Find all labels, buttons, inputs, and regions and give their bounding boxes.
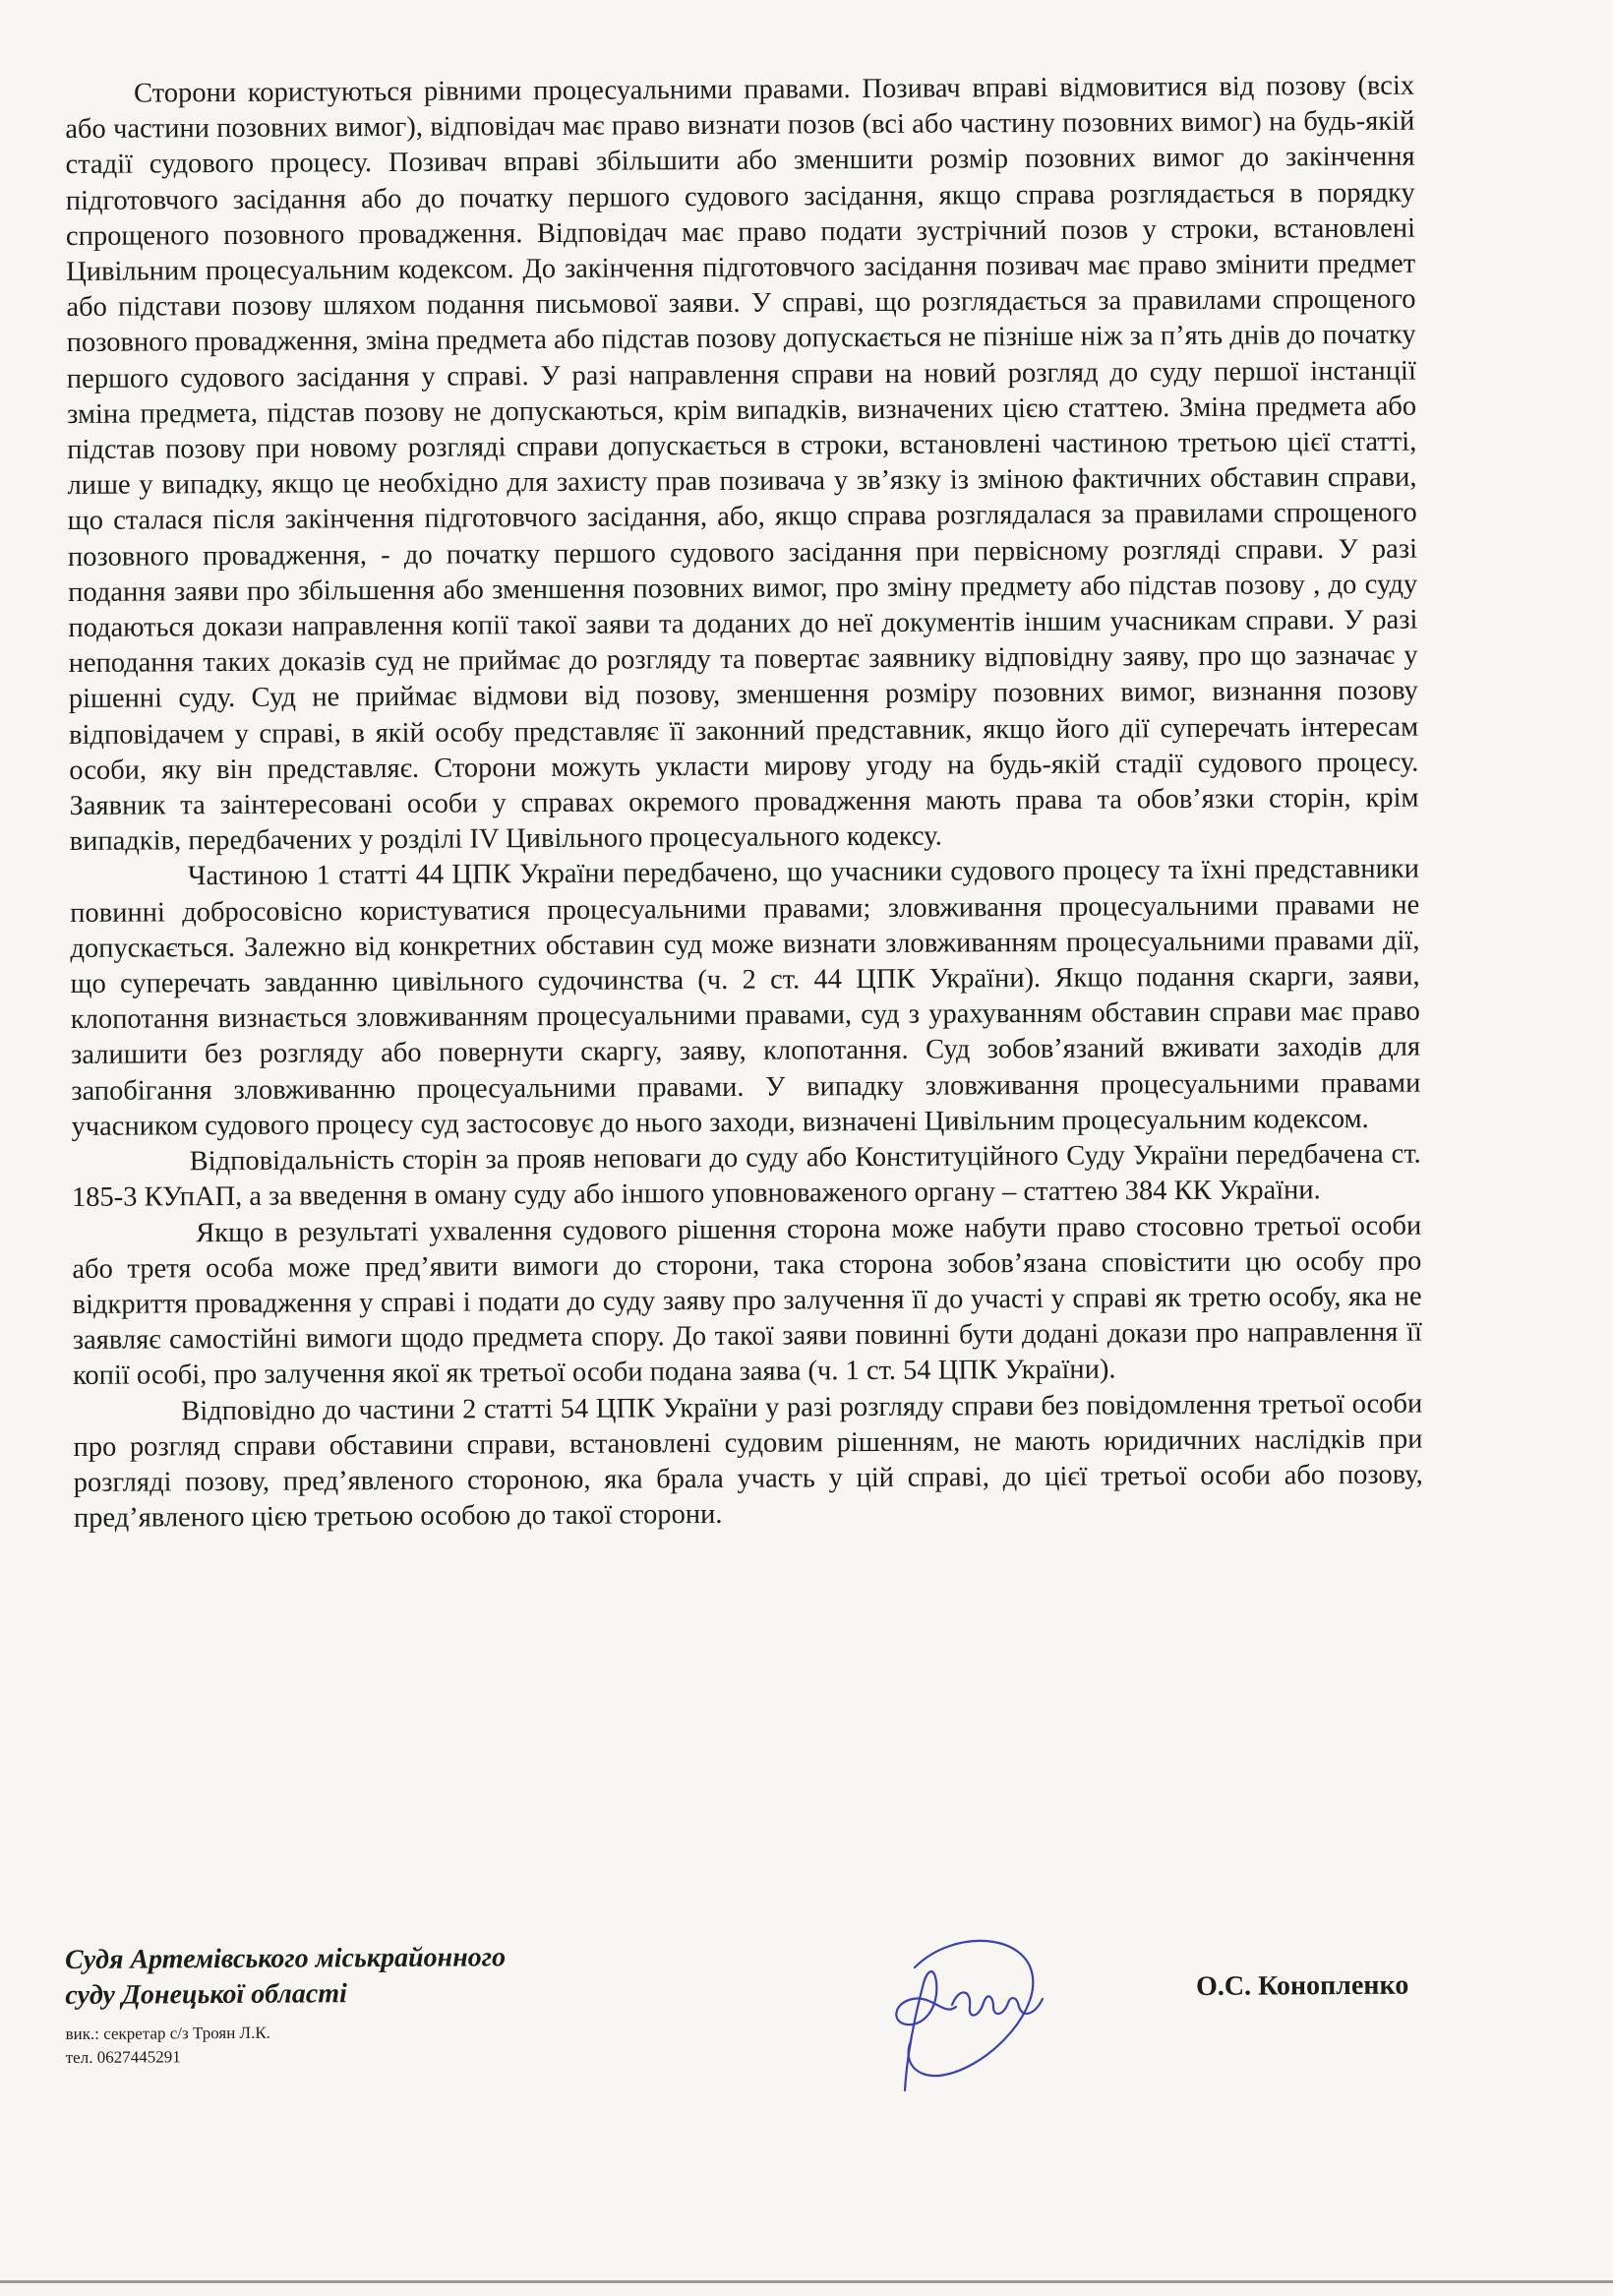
phone-number: тел. 0627445291 [65, 2047, 181, 2067]
paragraph-abuse-of-rights: Частиною 1 статті 44 ЦПК України передбачено, що учасники судового процесу та їхні представники повинні добросовісно користуватися процесуальними правами; зловживання процесуальними правами не допускається. Залежно від конкретних обставин суд може визнати зловживанням процесуальними правами дії, що суперечать завданню цивільного судочинства (ч. 2 ст. 44 ЦПК України). Якщо подання скарги, заяви, клопотання визнається зловживанням процесуальними правами, суд з урахуванням обставин справи має право залишити без розгляду або повернути скаргу, заяву, клопотання. Суд зобов’язаний вживати заходів для запобігання зловживанню процесуальними правами. У випадку зловживання процесуальними правами учасником судового процесу суд застосовує до нього заходи, визначені Цивільним процесуальним кодексом. [70, 854, 1421, 1142]
judge-name: О.С. Конопленко [1195, 1969, 1409, 2002]
scan-edge [0, 2280, 1613, 2283]
judge-title-line2: суду Донецької області [65, 1978, 347, 2011]
paragraph-liability: Відповідальність сторін за прояв неповаги до суду або Конституційного Суду України передбачена ст. 185-3 КУпАП, а за введення в оману суду або іншого уповноваженого органу – статтею 384 КК України. [71, 1138, 1421, 1214]
handwritten-signature-icon [846, 1908, 1062, 2105]
paragraph-procedural-rights: Сторони користуються рівними процесуальними правами. Позивач вправі відмовитися від позову (всіх або частини позовних вимог), відповідач має право визнати позов (всі або частину позовних вимог) на будь-якій стадії судового процесу. Позивач вправі збільшити або зменшити розмір позовних вимог до закінчення підготовчого засідання або до початку першого судового засідання, якщо справа розглядається в порядку спрощеного позовного провадження. Відповідач має право подати зустрічний позов у строки, встановлені Цивільним процесуальним кодексом. До закінчення підготовчого засідання позивач має право змінити предмет або підстави позову шляхом подання письмової заяви. У справі, що розглядається за правилами спрощеного позовного провадження, зміна предмета або підстав позову допускається не пізніше ніж за п’ять днів до початку першого судового засідання у справі. У разі направлення справи на новий розгляд до суду першої інстанції зміна предмета, підстав позову не допускаються, крім випадків, визначених цією статтею. Зміна предмета або підстав позову при новому розгляді справи допускається в строки, встановлені частиною третьою цієї статті, лише у випадку, якщо це необхідно для захисту прав позивача у зв’язку із зміною фактичних обставин справи, що сталася після закінчення підготовчого засідання, або, якщо справа розглядалася за правилами спрощеного позовного провадження, - до початку першого судового засідання при первісному розгляді справи. У разі подання заяви про збільшення або зменшення позовних вимог, про зміну предмету або підстав позову , до суду подаються докази направлення копії такої заяви та доданих до неї документів іншим учасникам справи. У разі неподання таких доказів суд не приймає до розгляду та повертає заявнику відповідну заяву, про що зазначає у рішенні суду. Суд не приймає відмови від позову, зменшення розміру позовних вимог, визнання позову відповідачем у справі, в якій особу представляє її законний представник, якщо його дії суперечать інтересам особи, яку він представляє. Сторони можуть укласти мирову угоду на будь-якій стадії судового процесу. Заявник та заінтересовані особи у справах окремого провадження мають права та обов’язки сторін, крім випадків, передбачених у розділі IV Цивільного процесуального кодексу. [65, 70, 1419, 858]
paragraph-third-party-consequences: Відповідно до частини 2 статті 54 ЦПК України у разі розгляду справи без повідомлення третьої особи про розгляд справи обставини справи, встановлені судовим рішенням, не мають юридичних наслідків при розгляді позову, пред’явленого стороною, яка брала участь у цій справі, до цієї третьої особи або позову, пред’явленого цією третьою особою до такої сторони. [73, 1388, 1423, 1535]
judge-title-line1: Судя Артемівського міськрайонного [65, 1942, 507, 1975]
executor-note: вик.: секретар с/з Троян Л.К. [65, 2023, 270, 2043]
document-body [65, 69, 1423, 1538]
signature-block [65, 1935, 1415, 2110]
paragraph-third-party-notice: Якщо в результаті ухвалення судового рішення сторона може набути право стосовно третьої особи або третя особа може пред’явити вимоги до сторони, така сторона зобов’язана сповістити цю особу про відкриття провадження у справі і подати до суду заяву про залучення її до участі у справі як третю особу, яка не заявляє самостійні вимоги щодо предмета спору. До такої заяви повинні бути додані докази про направлення її копії особі, про залучення якої як третьої особи подана заява (ч. 1 ст. 54 ЦПК України). [72, 1210, 1422, 1392]
judge-title [65, 1939, 753, 2014]
